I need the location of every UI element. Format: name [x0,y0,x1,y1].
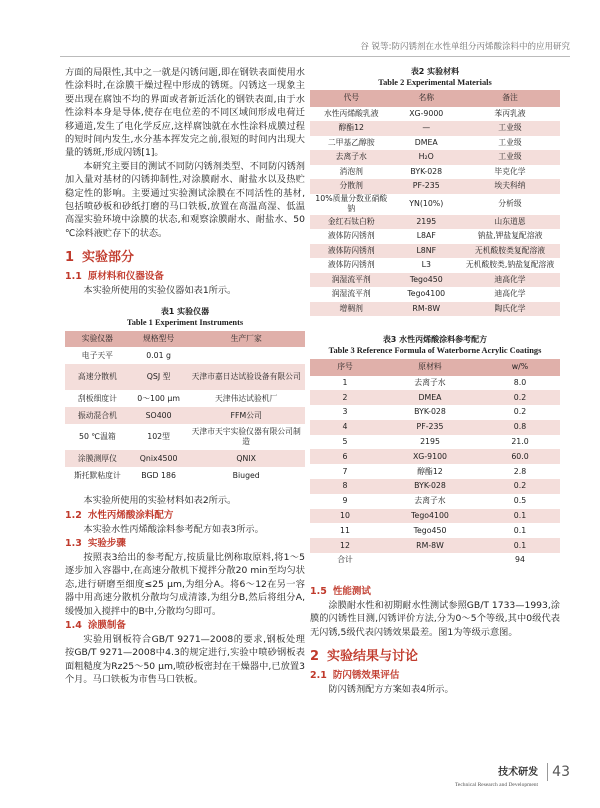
table-row [310,420,560,435]
instruments-table [65,331,305,485]
table-cell: FFM公司 [230,410,262,420]
table-row [310,121,560,136]
table-cell: 天津市嘉日达试验设备有限公司 [191,372,301,382]
table-cell: 二甲基乙醇胺 [327,137,375,147]
table-cell: 10%质量分数亚硝酸钠 [315,194,388,213]
table-row [65,347,305,364]
table-row [310,509,560,524]
paragraph: 本研究主要目的测试不同防闪锈剂类型、不同防闪锈剂加入量对基材的闪锈抑制性,对涂膜耐水、耐盐水以及热贮稳定性的影响。主要通过实验测试涂膜在不同活性的基材,包括喷砂板和砂纸打磨的马口铁板,放置在高温高湿、低温高湿实验环境中涂膜的状态,和观察涂膜耐水、耐盐水、50 ℃涂料液贮存下的状态。 [65,160,305,239]
table-cell: 分析级 [498,199,522,208]
table-cell: 0.8 [513,422,527,432]
table-row [310,405,560,420]
table-cell: PF-235 [412,181,440,191]
table-cell: 埃夫科纳 [494,181,526,191]
section-heading: 1 实验部分 [65,250,135,266]
table-header: 实验仪器 [81,333,113,343]
table-cell: 水性丙烯酸乳液 [323,108,379,118]
table-row [310,435,560,450]
subsection-heading: 1.5 性能测试 [310,585,371,597]
table-cell: BYK-028 [410,166,443,176]
table-cell: BGD 186 [141,470,176,480]
subsection-heading: 1.1 原材料和仪器设备 [65,271,164,283]
subsection-heading: 1.4 涂膜制备 [65,620,126,632]
table-row [310,215,560,230]
table-cell: PF-235 [416,422,444,432]
table-row [310,150,560,165]
table-cell: 9 [342,496,348,506]
table-cell [187,347,305,364]
table-cell: 醇酯12 [417,466,443,476]
subsection-heading: 1.3 实验步骤 [65,538,126,549]
table-row [310,376,560,391]
table-cell: Tego450 [409,274,443,284]
table-row [310,165,560,180]
table-caption-en: Table 2 Experimental Materials [378,78,492,87]
table-cell: 去离子水 [414,496,446,506]
table-cell: L8NF [416,245,437,255]
table-row [65,424,305,450]
table-cell: 斯托默粘度计 [74,470,121,480]
table-cell: — [422,123,431,133]
paragraph: 本实验所使用的实验仪器如表1所示。 [83,285,237,297]
table-header: 名称 [418,93,435,103]
table-cell: 0.2 [513,392,527,402]
table-cell: 4 [342,422,348,432]
table-cell: DMEA [414,137,438,147]
table-cell: 分散剂 [339,181,363,191]
table-caption-en: Table 1 Experiment Instruments [126,317,244,327]
paragraph: 按照表3给出的参考配方,按质量比例称取原料,将1～5逐步加入容器中,在高速分散机下搅拌分散20 min至均匀状态,进行研磨至细度≤25 μm,为组分A。将6～12在另一容器中用高速分散机分散均匀成清漆,为组分B,然后将组分A,缓慢加入搅拌中的B中,分散均匀即可。 [65,552,305,617]
table-cell: 天津市天宇实验仪器有限公司制造 [191,427,301,447]
table-cell: 去离子水 [414,377,446,387]
table-cell: 2 [342,392,348,402]
paragraph: 实验用钢板符合GB/T 9271—2008的要求,钢板处理按GB/T 9271—2008中4.3的规定进行,实验中喷砂钢板表面粗糙度为Rz25～50 μm,喷砂板密封在干燥器中,已放置3个月。马口铁板为市售马口铁板。 [65,634,305,686]
table-cell: 高速分散机 [77,372,117,382]
table-cell: 涂膜测厚仪 [77,453,117,463]
table-cell: 迪高化学 [494,289,526,299]
table-caption-cn: 表2 实验材料 [410,67,460,76]
table-header: 原材料 [418,362,442,372]
subsection-heading: 2.1 防闪锈效果评估 [310,670,400,682]
table-cell: 金红石钛白粉 [327,216,375,226]
table-cell: 迪高化学 [494,274,526,284]
table-cell: 山东道恩 [494,216,526,226]
page-number: 43 [547,763,570,781]
table-cell: 润湿流平剂 [331,289,371,299]
section-heading: 2 实验结果与讨论 [310,649,419,665]
header-rule [60,56,570,57]
table-cell: SO400 [145,410,172,420]
table-cell: 醇酯12 [338,123,364,133]
table-cell: 11 [340,525,350,535]
table-cell: 工业级 [498,137,522,147]
table-cell: 2195 [420,437,440,447]
table-cell: 8 [342,481,348,491]
table-cell: 增稠剂 [339,303,363,313]
table-cell: 0.1 [513,540,527,550]
left-column [65,66,305,687]
table-cell [380,553,480,568]
table-cell: 0.01 g [146,350,171,360]
table-cell: 0.5 [513,496,527,506]
table-cell: RM-8W [412,303,441,313]
table-cell: 3 [342,407,348,417]
table-header: 代号 [343,93,360,103]
table-cell: 0.2 [513,481,527,491]
table-row [310,107,560,122]
table-cell: 10 [340,511,350,521]
table-cell: 陶氏化学 [494,303,526,313]
table-cell: QNIX [236,453,256,463]
journal-section-title-en: Technical Research and Development [454,782,539,788]
table-cell: 0.2 [513,407,527,417]
table-row [310,258,560,273]
table-row [310,244,560,259]
table-row [65,407,305,424]
table-cell: BYK-028 [414,481,446,491]
paragraph: 防闪锈剂配方方案如表4所示。 [328,684,454,696]
table-cell: 50 ℃温箱 [79,432,116,442]
table-cell: Qnix4500 [139,453,178,463]
table-cell: 去离子水 [335,152,367,162]
table-cell: YN(10%) [409,199,444,208]
table-row [310,449,560,464]
table-cell: RM-8W [416,540,444,550]
table-cell: Biuged [232,470,260,480]
journal-section-title: 技术研发 [498,767,539,778]
table-row [310,523,560,538]
table-cell: 7 [342,466,348,476]
table-cell: 天津伟达试验机厂 [215,393,278,403]
table-row [65,467,305,484]
table-cell: 1 [342,377,348,387]
table-header: 序号 [337,362,353,372]
table-header: 生产厂家 [230,333,262,343]
table-cell: 2.8 [513,466,527,476]
table-cell: XG-9100 [412,451,448,461]
table-cell: 液体防闪锈剂 [327,260,375,270]
table-cell: 工业级 [498,152,522,162]
table-cell: 94 [515,555,525,565]
table-cell: 0～100 μm [137,393,180,403]
table-cell: 钠盐,钾盐复配溶液 [477,231,543,241]
materials-table [310,90,560,316]
table-caption-cn: 表3 水性丙烯酸涂料参考配方 [382,335,488,344]
table-caption-en: Table 3 Reference Formula of Waterborne Acrylic Coatings [328,346,542,355]
table-cell: 苯丙乳液 [494,108,526,118]
table-cell: 21.0 [511,437,529,447]
table-cell: 12 [340,540,350,550]
table-row [310,229,560,244]
table-cell: 合计 [337,555,353,565]
table-cell: 消泡剂 [339,166,363,176]
table-cell: Tego450 [413,525,447,535]
table-row [310,287,560,302]
table-header: w/% [511,362,529,372]
table-cell: QSJ 型 [146,372,171,382]
running-header: 谷 锐等:防闪锈剂在水性单组分丙烯酸涂料中的应用研究 [360,42,570,52]
table-row [310,273,560,288]
table-row [310,479,560,494]
table-cell: Tego4100 [411,511,449,521]
right-column [310,66,560,696]
table-cell: 润湿流平剂 [331,274,371,284]
table-cell: 60.0 [511,451,529,461]
page-footer [455,763,570,788]
paragraph: 方面的局限性,其中之一就是闪锈问题,即在钢铁表面使用水性涂料时,在涂膜干燥过程中形成的锈斑。闪锈这一现象主要出现在腐蚀不均的界面或者新近活化的钢铁表面,由于水性涂料本身是导体,使存在电位差的不同区域间形成电荷迁移通道,发生了电化学反应,这样腐蚀就在水性涂料成膜过程的短时间内发生,水分基本挥发完之前,很短的时间内出现大量的锈斑,形成闪锈[1]。 [65,67,305,159]
table-row [65,450,305,467]
table-row [310,194,560,215]
table-row [310,538,560,553]
table-row [310,494,560,509]
table-row [310,553,560,568]
table-row [310,179,560,194]
table-cell: 无机酸胺类,钠盐复配溶液 [465,260,555,270]
paragraph: 本实验水性丙烯酸涂料参考配方如表3所示。 [83,523,264,535]
table-caption-cn: 表1 实验仪器 [160,306,210,316]
table-cell: 5 [342,437,348,447]
table-row [310,302,560,317]
table-cell: L3 [421,260,431,270]
table-cell: H₂O [418,152,434,162]
table-cell: DMEA [418,392,442,402]
table-cell: Tego4100 [407,289,446,299]
table-cell: L8AF [416,231,436,241]
table-cell: 工业级 [498,123,522,133]
table-header: 备注 [502,93,518,103]
table-cell: BYK-028 [414,407,446,417]
formula-table [310,359,560,568]
table-cell: 振动混合机 [77,410,117,420]
table-cell: XG-9000 [409,108,444,118]
table-cell: 8.0 [513,377,527,387]
table-row [65,390,305,407]
table-cell: 6 [342,451,348,461]
table-cell: 0.1 [513,525,527,535]
table-cell: 0.1 [513,511,527,521]
table-cell: 102型 [147,432,170,442]
table-cell: 液体防闪锈剂 [327,231,375,241]
table-cell: 2195 [416,216,437,226]
table-row [310,464,560,479]
table-row [310,136,560,151]
table-cell: 刮板细度计 [77,393,117,403]
paragraph: 涂膜耐水性和初期耐水性测试参照GB/T 1733—1993,涂膜的闪锈性目测,闪锈评价方法,分为0～5个等级,其中0级代表无闪锈,5级代表闪锈效果最差。图1为等级示意图。 [310,599,560,638]
subsection-heading: 1.2 水性丙烯酸涂料配方 [65,509,174,521]
table-cell: 无机酸胺类复配溶液 [474,245,546,255]
table-row [65,364,305,390]
table-header: 规格型号 [143,333,175,343]
table-cell: 液体防闪锈剂 [327,245,375,255]
paragraph: 本实验所使用的实验材料如表2所示。 [83,495,237,507]
table-cell: 电子天平 [81,350,113,360]
table-cell: 毕克化学 [494,166,526,176]
table-row [310,390,560,405]
